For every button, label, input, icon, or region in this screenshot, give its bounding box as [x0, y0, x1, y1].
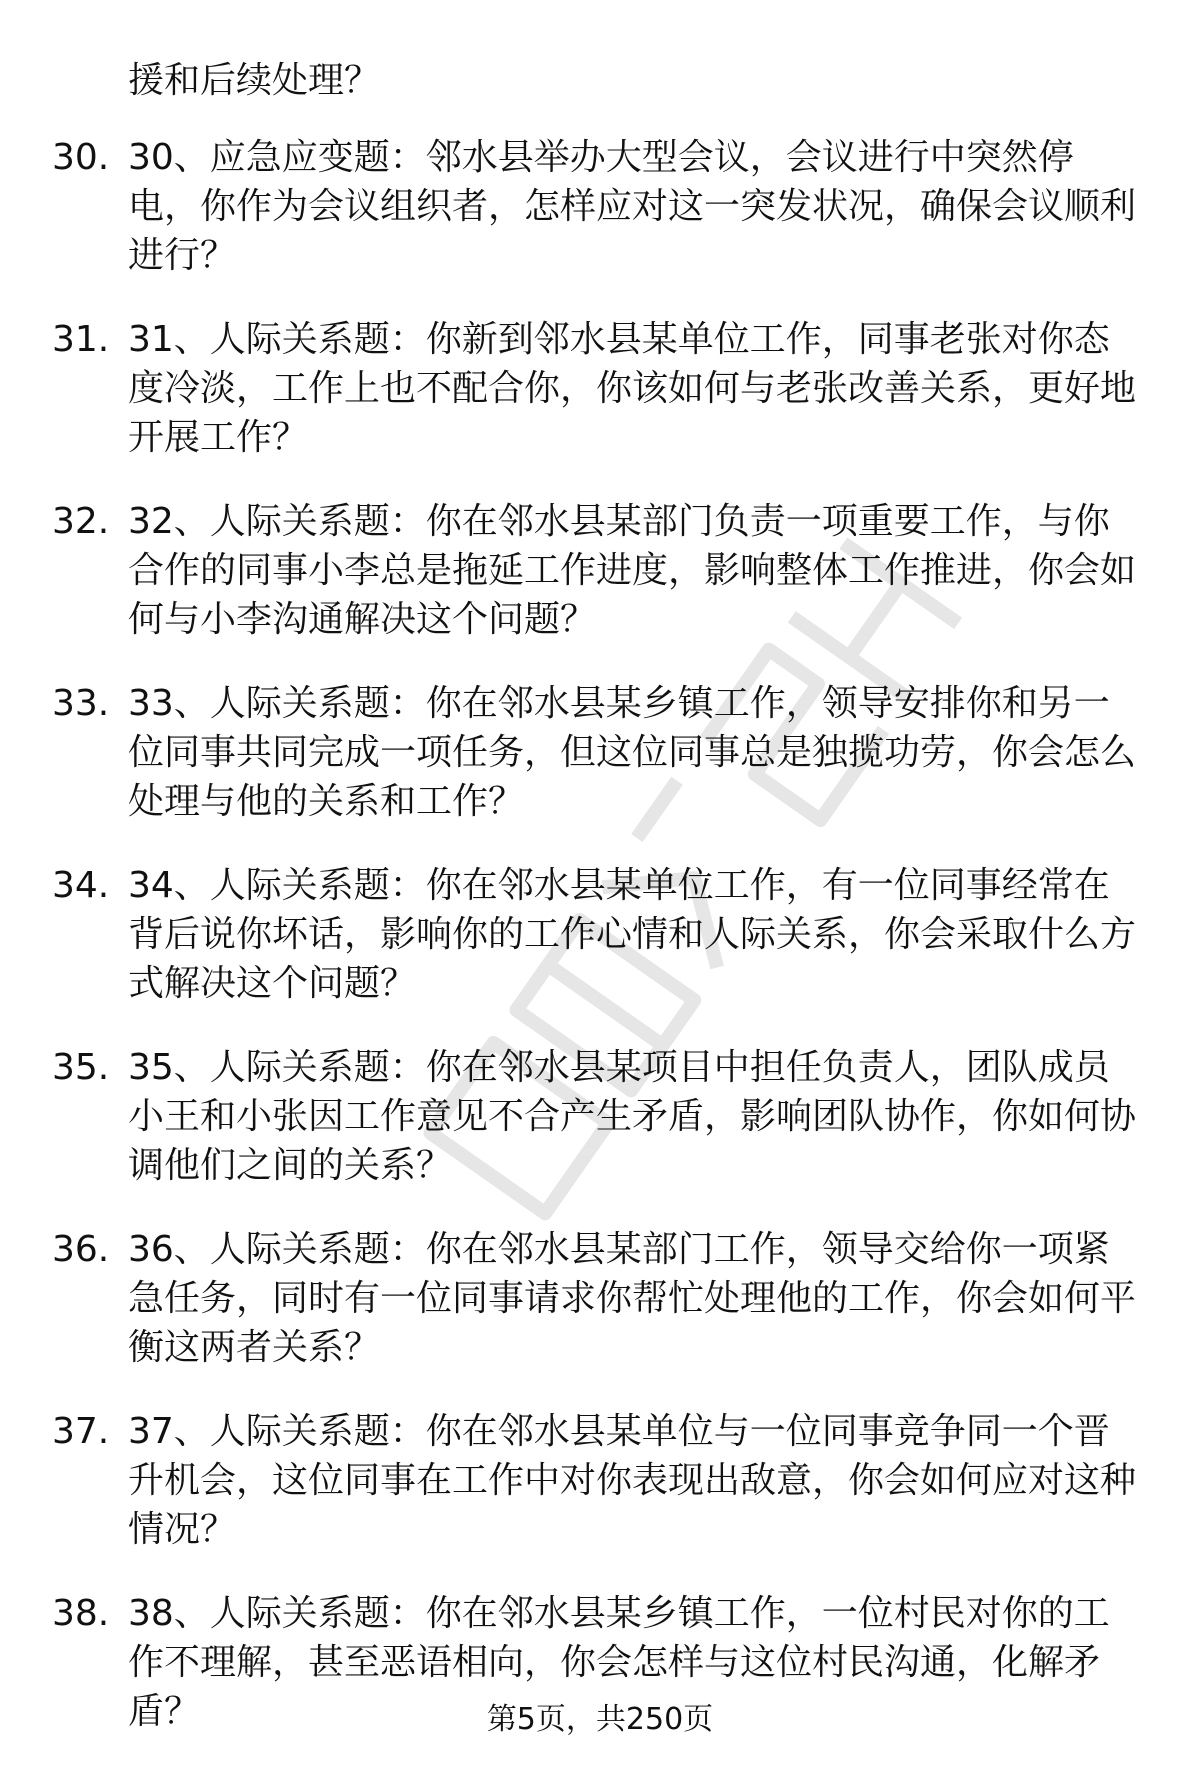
item-number: 33.: [52, 683, 110, 724]
item-number: 30.: [52, 137, 110, 178]
list-item: [0, 133, 1138, 280]
question-text: 33、人际关系题：你在邻水县某乡镇工作，领导安排你和另一位同事共同完成一项任务，但这位同事总是独揽功劳，你会怎么处理与他的关系和工作？: [128, 683, 1137, 822]
item-number: 38.: [52, 1593, 110, 1634]
question-text: 38、人际关系题：你在邻水县某乡镇工作，一位村民对你的工作不理解，甚至恶语相向，你会怎样与这位村民沟通，化解矛盾？: [128, 1593, 1110, 1732]
item-number: 36.: [52, 1229, 110, 1270]
question-text: 37、人际关系题：你在邻水县某单位与一位同事竞争同一个晋升机会，这位同事在工作中对你表现出敌意，你会如何应对这种情况？: [128, 1411, 1137, 1550]
question-text: 31、人际关系题：你新到邻水县某单位工作，同事老张对你态度冷淡，工作上也不配合你，你该如何与老张改善关系，更好地开展工作？: [128, 319, 1137, 458]
question-text: 30、应急应变题：邻水县举办大型会议，会议进行中突然停电，你作为会议组织者，怎样应对这一突发状况，确保会议顺利进行？: [128, 137, 1137, 276]
item-number: 32.: [52, 501, 110, 542]
question-text: 35、人际关系题：你在邻水县某项目中担任负责人，团队成员小王和小张因工作意见不合产生矛盾，影响团队协作，你如何协调他们之间的关系？: [128, 1047, 1137, 1186]
question-text: 36、人际关系题：你在邻水县某部门工作，领导交给你一项紧急任务，同时有一位同事请求你帮忙处理他的工作，你会如何平衡这两者关系？: [128, 1229, 1137, 1368]
item-number: 35.: [52, 1047, 110, 1088]
list-item: [0, 497, 1138, 644]
question-text: 34、人际关系题：你在邻水县某单位工作，有一位同事经常在背后说你坏话，影响你的工作心情和人际关系，你会采取什么方式解决这个问题？: [128, 865, 1137, 1004]
continuation-text: 援和后续处理？: [128, 60, 381, 101]
list-item: [0, 315, 1138, 462]
list-item: [0, 1407, 1138, 1554]
list-item: [0, 1043, 1138, 1190]
item-number: 31.: [52, 319, 110, 360]
item-number: 34.: [52, 865, 110, 906]
list-item: [0, 861, 1138, 1008]
question-list: [0, 133, 1200, 1771]
item-number: 37.: [52, 1411, 110, 1452]
question-text: 32、人际关系题：你在邻水县某部门负责一项重要工作，与你合作的同事小李总是拖延工作进度，影响整体工作推进，你会如何与小李沟通解决这个问题？: [128, 501, 1137, 640]
list-item: [0, 679, 1138, 826]
page-footer: 第5页，共250页: [486, 1702, 714, 1737]
list-item: [0, 1225, 1138, 1372]
